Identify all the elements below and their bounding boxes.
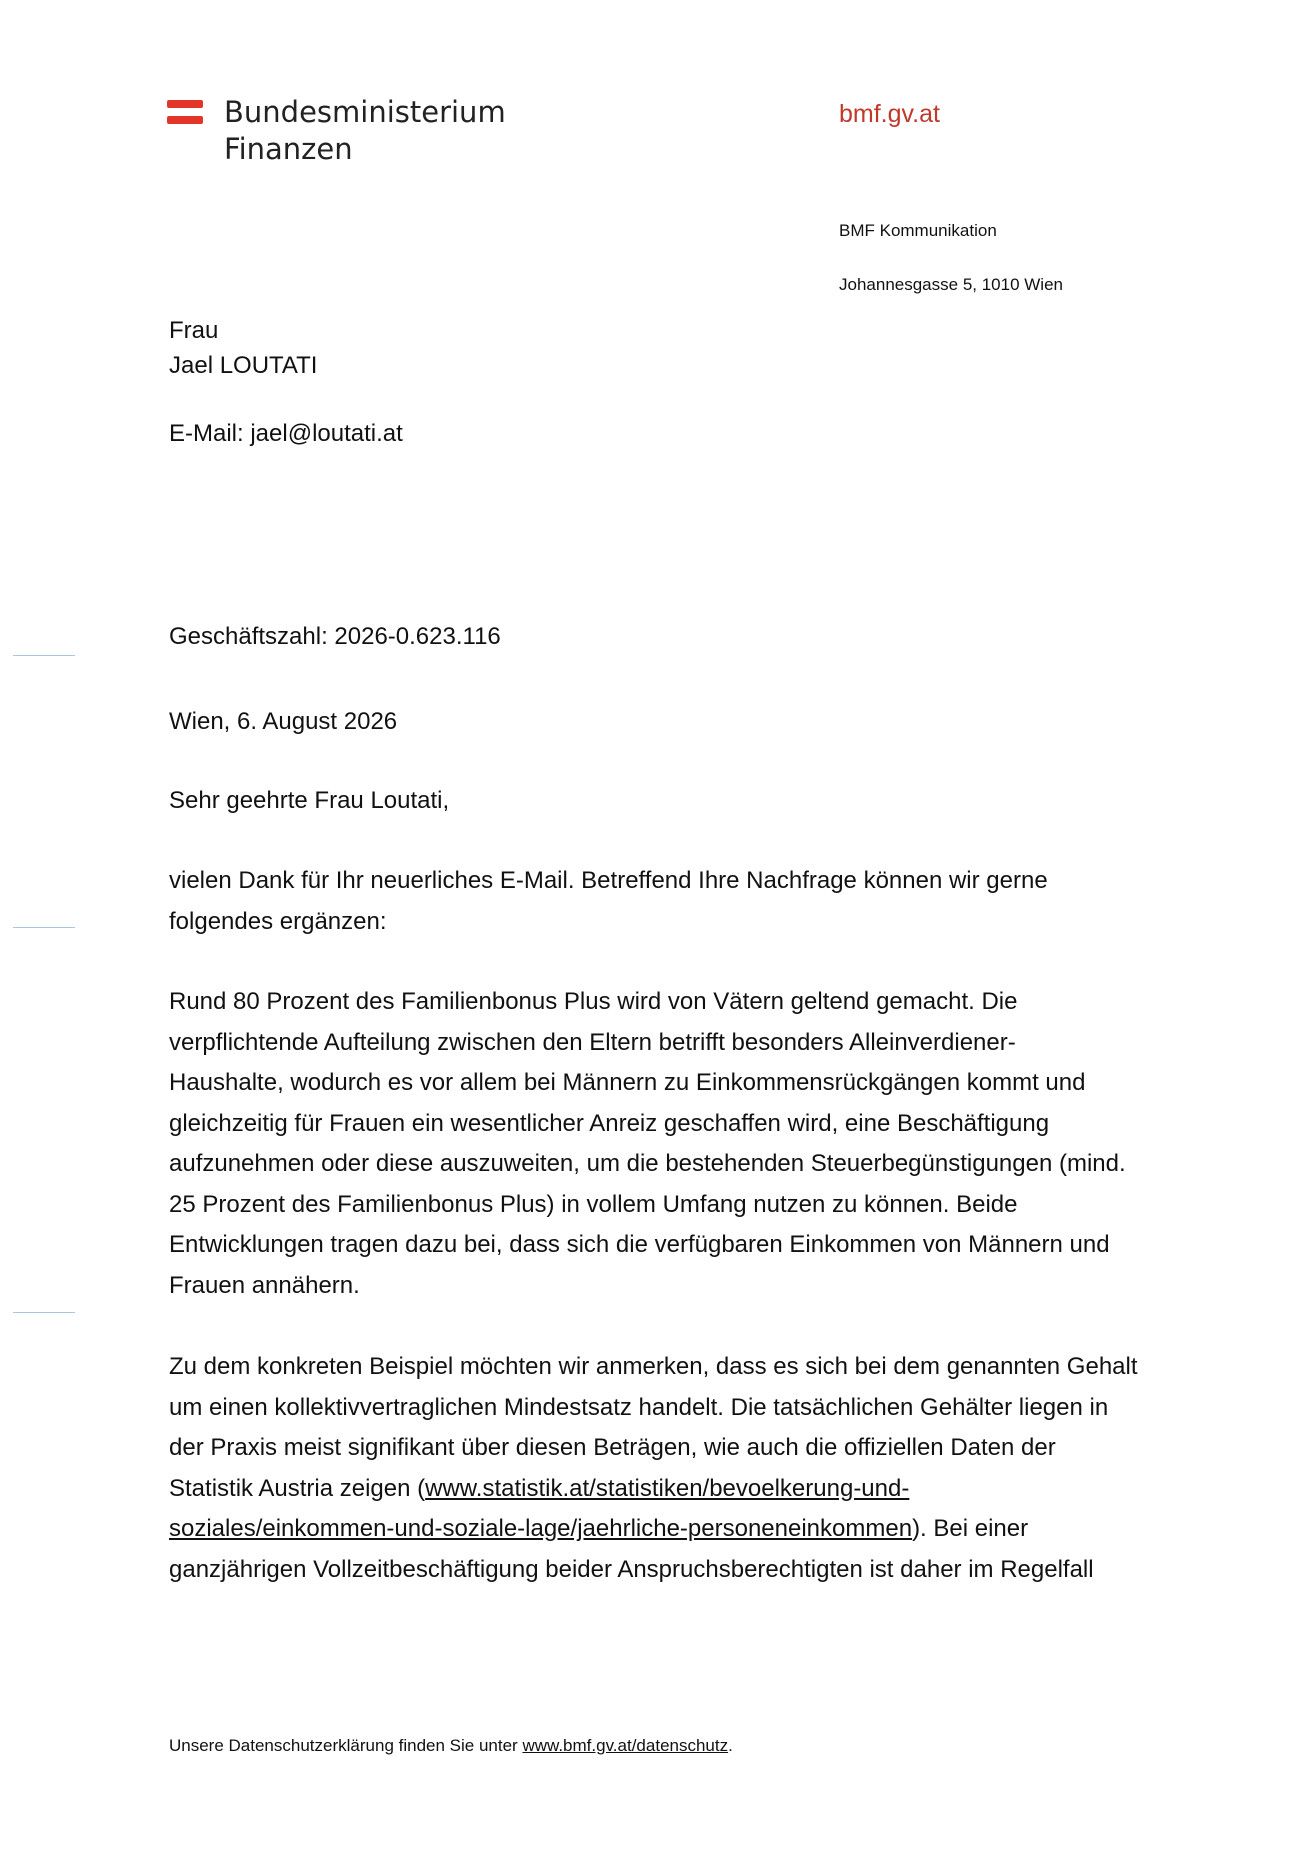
text-fragment: ). Bei einer <box>912 1515 1029 1542</box>
fold-mark <box>13 655 75 656</box>
sender-department: BMF Kommunikation <box>839 221 997 240</box>
ministry-name-line2: Finanzen <box>224 132 353 166</box>
text-line: 25 Prozent des Familienbonus Plus) in vollem Umfang nutzen zu können. Beide <box>169 1190 1018 1218</box>
body-paragraph-2 <box>169 982 1159 1306</box>
body-paragraph-1 <box>169 861 1159 942</box>
text-line: gleichzeitig für Frauen ein wesentlicher Anreiz geschaffen wird, eine Beschäftigung <box>169 1109 1050 1137</box>
fold-mark <box>13 1312 75 1313</box>
text-line: Haushalte, wodurch es vor allem bei Männern zu Einkommensrückgängen kommt und <box>169 1069 1086 1096</box>
reference-number: Geschäftszahl: 2026-0.623.116 <box>169 623 501 650</box>
text-line <box>169 1509 1159 1550</box>
privacy-policy-link[interactable]: www.bmf.gv.at/datenschutz <box>522 1736 729 1755</box>
text-line: ganzjährigen Vollzeitbeschäftigung beider Anspruchsberechtigten ist daher im Regelfall <box>169 1555 1094 1583</box>
sender-block <box>839 218 1063 326</box>
ministry-name <box>224 94 506 168</box>
text-line: um einen kollektivvertraglichen Mindestsatz handelt. Die tatsächlichen Gehälter liegen in <box>169 1393 1109 1421</box>
privacy-footer <box>169 1734 733 1758</box>
text-fragment: Statistik Austria zeigen ( <box>169 1474 426 1502</box>
text-line: aufzunehmen oder diese auszuweiten, um die bestehenden Steuerbegünstigungen (mind. <box>169 1150 1126 1177</box>
footer-period: . <box>728 1736 733 1755</box>
text-line: folgendes ergänzen: <box>169 907 387 935</box>
sender-address: Johannesgasse 5, 1010 Wien <box>839 275 1063 294</box>
text-line: Rund 80 Prozent des Familienbonus Plus wird von Vätern geltend gemacht. Die <box>169 988 1018 1015</box>
salutation: Sehr geehrte Frau Loutati, <box>169 787 450 814</box>
fold-mark <box>13 927 75 928</box>
recipient-email: E-Mail: jael@loutati.at <box>169 420 403 447</box>
text-line: Entwicklungen tragen dazu bei, dass sich die verfügbaren Einkommen von Männern und <box>169 1231 1110 1258</box>
text-line: verpflichtende Aufteilung zwischen den Eltern betrifft besonders Alleinverdiener- <box>169 1028 1016 1056</box>
letter-date: Wien, 6. August 2026 <box>169 708 398 735</box>
recipient-name: Jael LOUTATI <box>169 352 318 379</box>
statistik-austria-link-part2[interactable]: soziales/einkommen-und-soziale-lage/jaehrliche-personeneinkommen <box>169 1515 913 1542</box>
austrian-flag-icon <box>167 100 203 126</box>
recipient-block <box>169 313 403 451</box>
footer-text: Unsere Datenschutzerklärung finden Sie unter <box>169 1736 523 1755</box>
text-line <box>169 1469 1159 1510</box>
text-line: Frauen annähern. <box>169 1271 360 1299</box>
text-line: der Praxis meist signifikant über diesen Beträgen, wie auch die offiziellen Daten der <box>169 1434 1056 1461</box>
recipient-title: Frau <box>169 317 219 344</box>
body-paragraph-3 <box>169 1347 1159 1590</box>
statistik-austria-link-part1[interactable]: www.statistik.at/statistiken/bevoelkerung-und- <box>425 1474 910 1502</box>
ministry-name-line1: Bundesministerium <box>224 95 506 129</box>
text-line: vielen Dank für Ihr neuerliches E-Mail. Betreffend Ihre Nachfrage können wir gerne <box>169 867 1048 894</box>
website-link[interactable]: bmf.gv.at <box>839 100 940 128</box>
text-line: Zu dem konkreten Beispiel möchten wir anmerken, dass es sich bei dem genannten Gehalt <box>169 1353 1138 1380</box>
